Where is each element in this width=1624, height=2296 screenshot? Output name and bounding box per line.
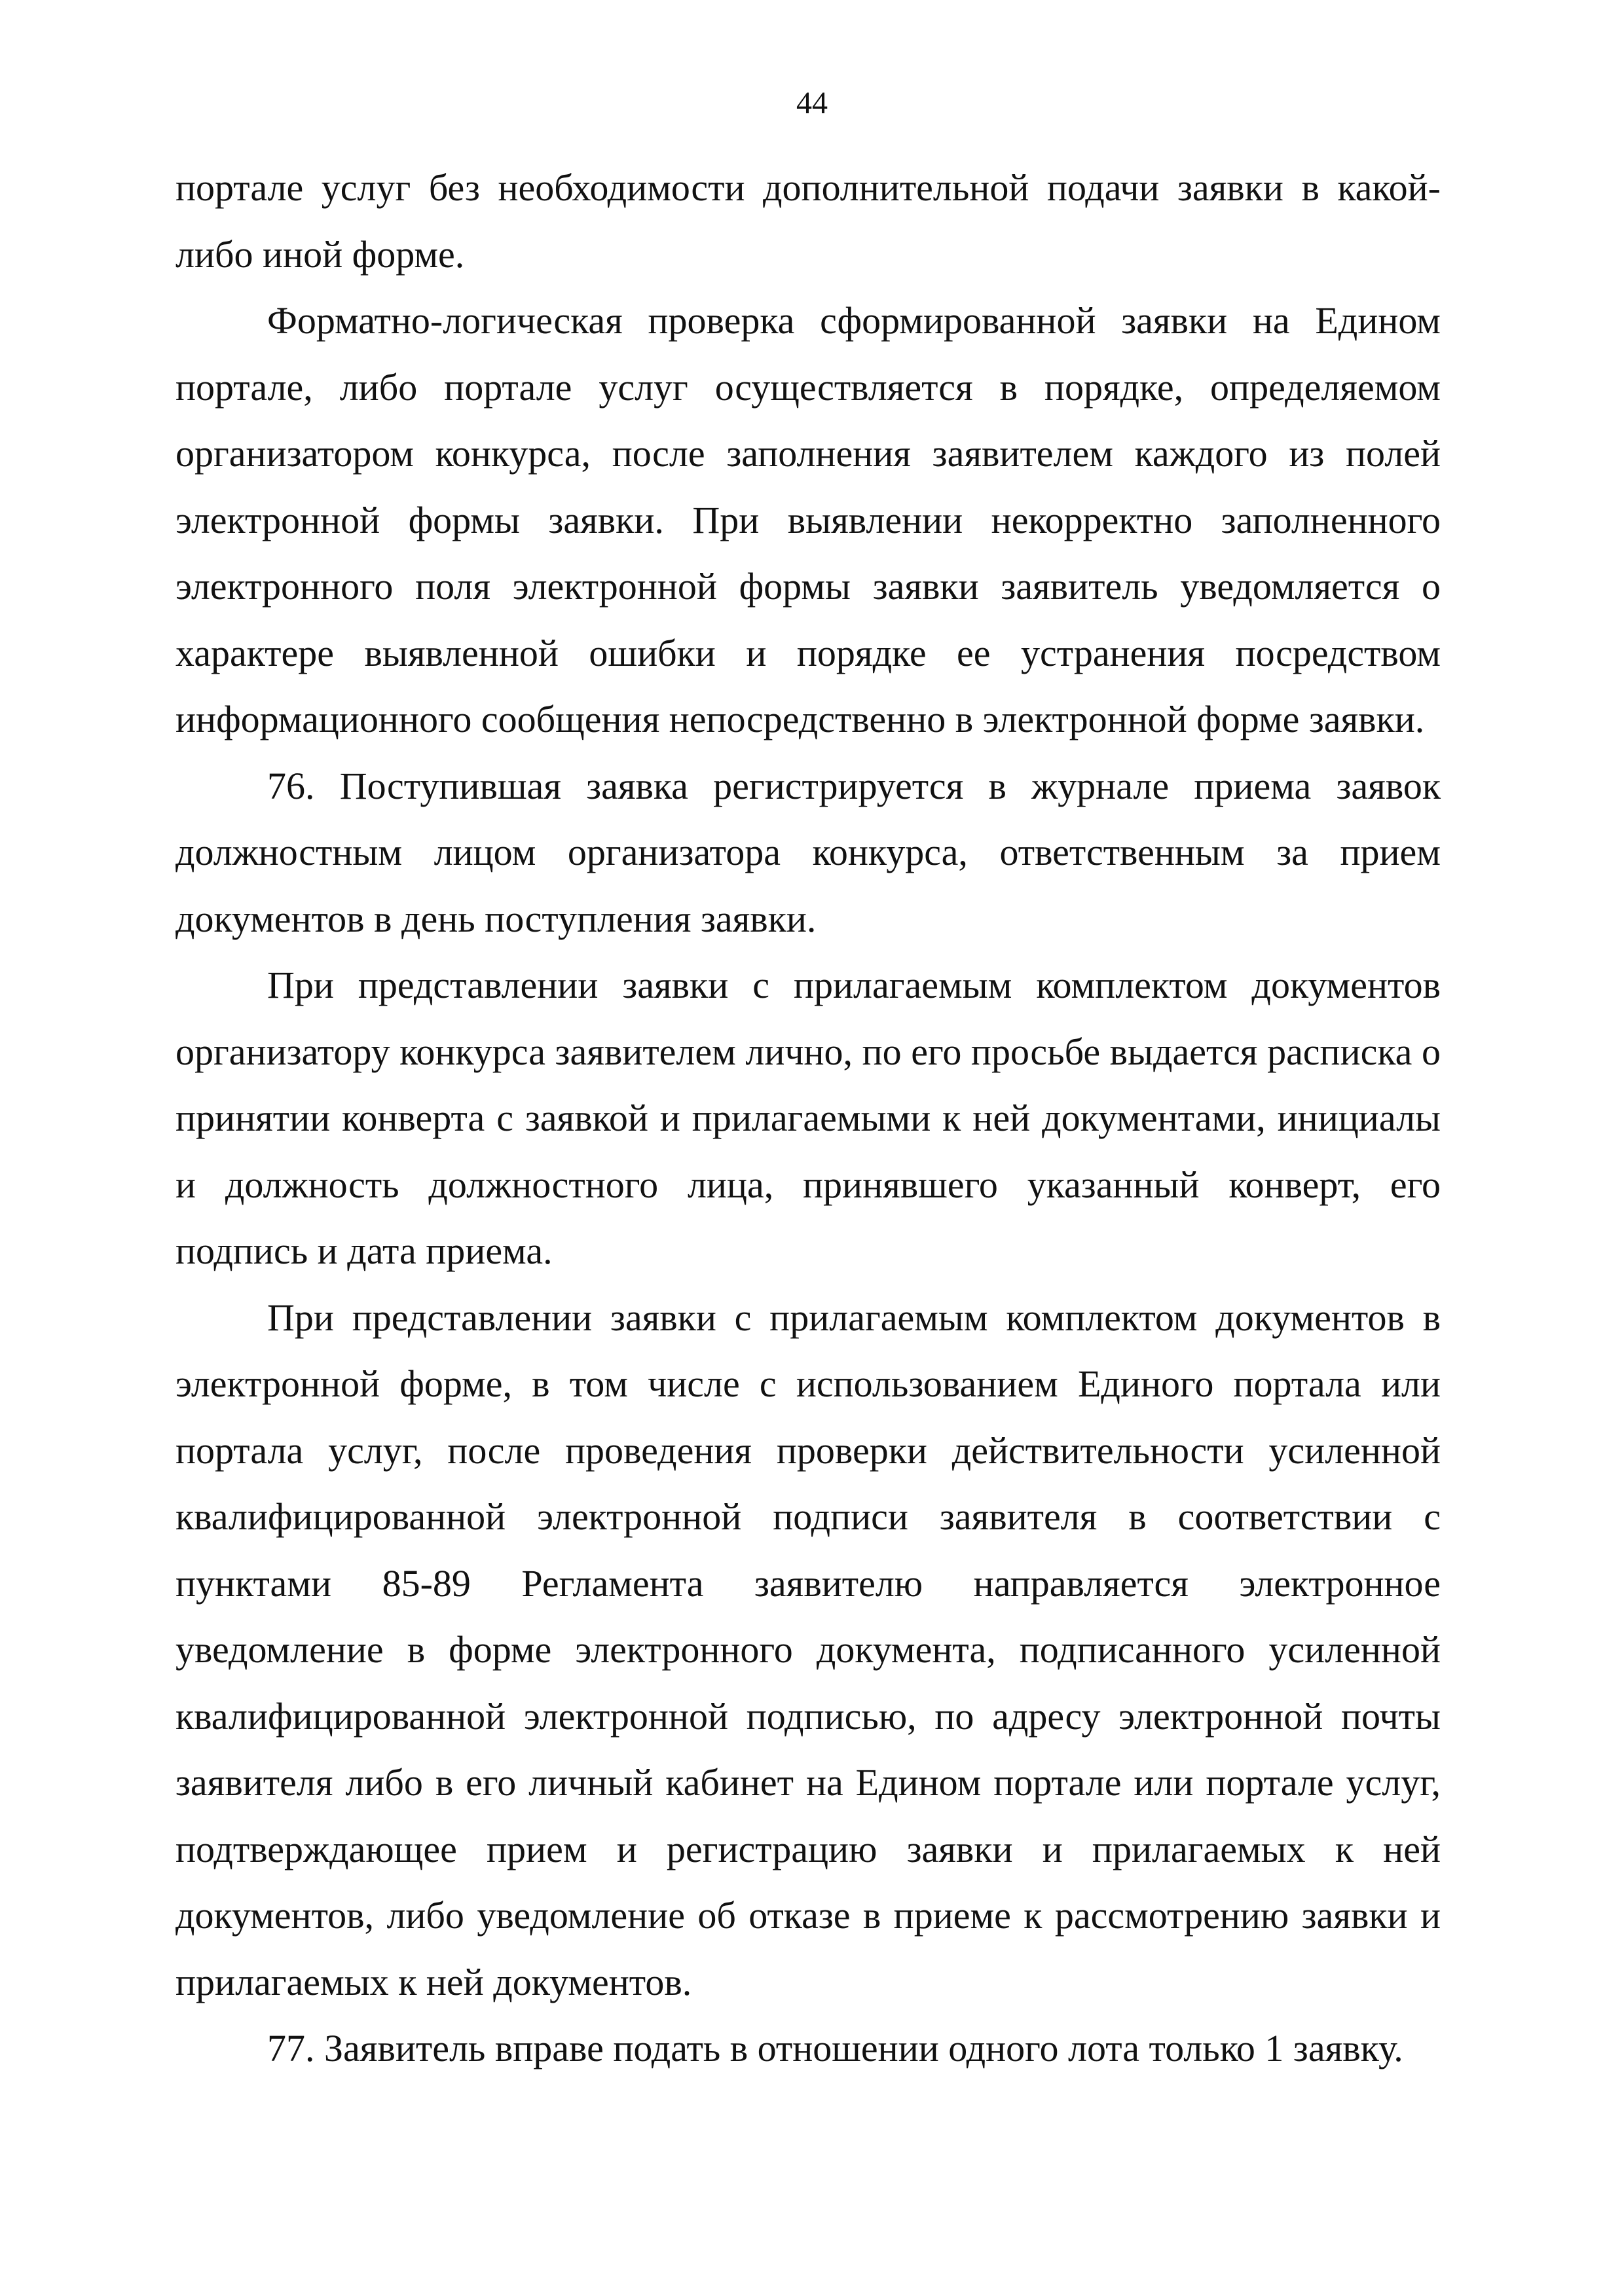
paragraph-76-registration: 76. Поступившая заявка регистрируется в журнале приема заявок должностным лицом организатора конкурса, ответственным за прием документов в день поступления заявки.	[175, 764, 1441, 940]
document-body	[175, 155, 1441, 2082]
paragraph-personal-submission: При представлении заявки с прилагаемым комплектом документов организатору конкурса заявителем лично, по его просьбе выдается расписка о принятии конверта с заявкой и прилагаемыми к ней документами, инициалы и должность должностного лица, принявшего указанный конверт, его подпись и дата приема.	[175, 964, 1441, 1272]
paragraph-continuation: портале услуг без необходимости дополнительной подачи заявки в какой-либо иной форме.	[175, 166, 1441, 276]
paragraph-format-logic-check: Форматно-логическая проверка сформированной заявки на Едином портале, либо портале услуг осуществляется в порядке, определяемом организатором конкурса, после заполнения заявителем каждого из полей электронной формы заявки. При выявлении некорректно заполненного электронного поля электронной формы заявки заявитель уведомляется о характере выявленной ошибки и порядке ее устранения посредством информационного сообщения непосредственно в электронной форме заявки.	[175, 299, 1441, 740]
paragraph-77-one-application: 77. Заявитель вправе подать в отношении одного лота только 1 заявку.	[267, 2027, 1403, 2069]
page-number: 44	[796, 86, 828, 120]
paragraph-electronic-submission: При представлении заявки с прилагаемым комплектом документов в электронной форме, в том числе с использованием Единого портала или портала услуг, после проведения проверки действительности усиленной квалифицированной электронной подписи заявителя в соответствии с пунктами 85-89 Регламента заявителю направляется электронное уведомление в форме электронного документа, подписанного усиленной квалифицированной электронной подписью, по адресу электронной почты заявителя либо в его личный кабинет на Едином портале или портале услуг, подтверждающее прием и регистрацию заявки и прилагаемых к ней документов, либо уведомление об отказе в приеме к рассмотрению заявки и прилагаемых к ней документов.	[175, 1296, 1441, 2003]
